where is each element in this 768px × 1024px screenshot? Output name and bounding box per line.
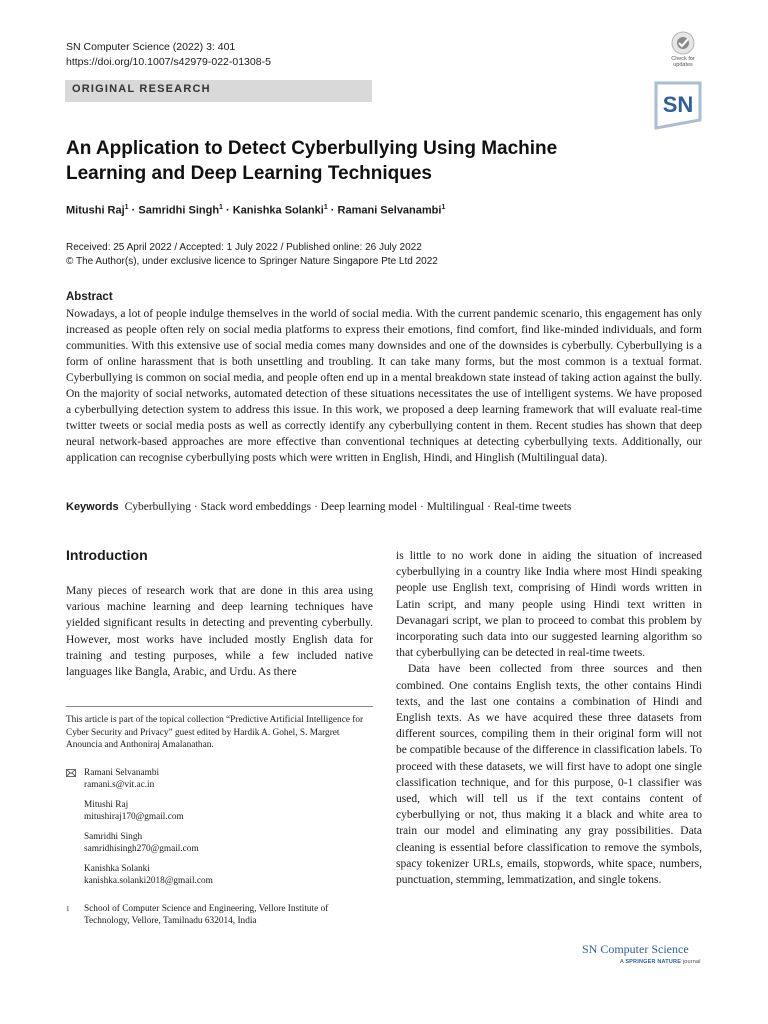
sn-logo-text: SN bbox=[662, 92, 694, 117]
contact-name: Ramani Selvanambi bbox=[84, 768, 160, 778]
author-name[interactable]: Mitushi Raj bbox=[66, 204, 125, 217]
contact-name: Kanishka Solanki bbox=[84, 864, 150, 874]
author-separator: · bbox=[327, 204, 338, 217]
contact-email[interactable]: kanishka.solanki2018@gmail.com bbox=[84, 876, 213, 887]
introduction-paragraph: Data have been collected from three sources and then combined. One contains English texts, the other contains Hindi texts, and the last one contains a combination of Hindi and English texts. As we have acquired these three datasets from different sources, compiling them in their original form will not be compatible because of the difference in classification labels. To proceed with these datasets, we will first have to adopt one single classification technique, and for this purpose, 0-1 classifier was used, which will tell us if the text contains content of cyberbullying or not, thus making it a black and white area to train our model and eliminating any gray possibilities. Data cleaning is essential before classification to remove the symbols, spacy tokenizer URLs, emails, stopwords, white space, numbers, punctuation, stemming, lemmatization, and single tokens. bbox=[396, 663, 702, 887]
publisher-prefix: A bbox=[620, 959, 624, 965]
keywords-list: Cyberbullying · Stack word embeddings · Deep learning model · Multilingual · Real-time tweets bbox=[124, 501, 572, 513]
author-name[interactable]: Ramani Selvanambi bbox=[337, 204, 442, 217]
affiliation-number: 1 bbox=[66, 905, 70, 913]
author-name[interactable]: Kanishka Solanki bbox=[232, 204, 324, 217]
mail-icon bbox=[66, 769, 76, 777]
abstract-text: Nowadays, a lot of people indulge themselves in the world of social media. With the current pandemic scenario, this engagement has only increased as people often rely on social media platforms to express their emotions, find comfort, find like-minded individuals, and form communities. With this extensive use of social media comes many downsides and one of the downsides is cyberbully. Cyberbullying is a form of online harassment that is both unsettling and troubling. It can take many forms, but the most common is a textual format. Cyberbullying is common on social media, and people often end up in a mental breakdown state instead of taking action against the bully. On the majority of social networks, automated detection of these situations necessitates the use of intelligent systems. We have proposed a cyberbullying detection system to address this issue. In this work, we proposed a deep learning framework that will evaluate real-time twitter tweets or social media posts as well as correctly identify any cyberbullying content in them. Recent studies has shown that deep neural network-based approaches are more effective than conventional techniques at detecting cyberbullying texts. Additionally, our application can recognise cyberbullying posts which were written in English, Hindi, and Hinglish (Multilingual data). bbox=[66, 308, 702, 464]
contact-email[interactable]: samridhisingh270@gmail.com bbox=[84, 844, 199, 855]
contact-name: Mitushi Raj bbox=[84, 800, 129, 810]
footnote-divider bbox=[66, 706, 373, 707]
introduction-paragraph: is little to no work done in aiding the situation of increased cyberbullying in a country like India where most Hindi speaking people use English text, comprising of Hindi words written in Latin script, and many people using Hindi text written in Devanagari script, we plan to proceed to combat this problem by incorporating such data into our suggested learning algorithm so that cyberbullying can be detected in real-time tweets. bbox=[396, 550, 702, 660]
contact-entry bbox=[84, 863, 213, 888]
contact-name: Samridhi Singh bbox=[84, 832, 143, 842]
article-title: An Application to Detect Cyberbullying Using Machine Learning and Deep Learning Techniques bbox=[66, 138, 558, 184]
contact-email[interactable]: mitushiraj170@gmail.com bbox=[84, 812, 184, 823]
copyright-line: © The Author(s), under exclusive licence to Springer Nature Singapore Pte Ltd 2022 bbox=[66, 256, 438, 267]
springer-nature-wordmark bbox=[620, 959, 701, 965]
contact-entry bbox=[84, 767, 159, 792]
topical-collection-footnote: This article is part of the topical collection “Predictive Artificial Intelligence for Cyber Security and Privacy” guest edited by Hardik A. Gohel, S. Margret Anouncia and Anthoniraj Amalanathan. bbox=[66, 715, 364, 750]
publisher-name: SPRINGER NATURE bbox=[625, 959, 682, 965]
author-affiliation: 1 bbox=[323, 204, 328, 211]
journal-citation: SN Computer Science (2022) 3: 401 bbox=[66, 41, 236, 53]
contact-entry bbox=[84, 799, 184, 824]
affiliation-text: School of Computer Science and Engineering, Vellore Institute of Technology, Vellore, Tamilnadu 632014, India bbox=[84, 904, 329, 927]
article-type-label: ORIGINAL RESEARCH bbox=[72, 83, 211, 95]
doi-link[interactable]: https://doi.org/10.1007/s42979-022-01308-5 bbox=[66, 56, 271, 68]
abstract-heading: Abstract bbox=[66, 291, 113, 303]
check-badge-line1: Check for bbox=[671, 56, 695, 62]
author-list bbox=[66, 204, 445, 217]
publisher-suffix: journal bbox=[682, 959, 701, 965]
author-separator: · bbox=[128, 204, 139, 217]
article-type-banner bbox=[65, 80, 372, 102]
keywords-label: Keywords bbox=[66, 501, 119, 513]
contact-entry bbox=[84, 831, 199, 856]
history-dates: Received: 25 April 2022 / Accepted: 1 July 2022 / Published online: 26 July 2022 bbox=[66, 242, 422, 253]
author-separator: · bbox=[222, 204, 233, 217]
keywords bbox=[66, 501, 706, 513]
journal-reference bbox=[66, 40, 271, 70]
author-name[interactable]: Samridhi Singh bbox=[138, 204, 220, 217]
author-affiliation: 1 bbox=[441, 204, 446, 211]
introduction-heading: Introduction bbox=[66, 547, 148, 563]
footer-journal-name: SN Computer Science bbox=[582, 942, 689, 956]
check-for-updates-icon[interactable] bbox=[663, 30, 703, 68]
author-affiliation: 1 bbox=[219, 204, 223, 211]
check-badge-line2: updates bbox=[673, 62, 693, 68]
introduction-left-paragraph: Many pieces of research work that are done in this area using various machine learning and deep learning techniques have yielded significant results in detecting and preventing cyberbully. However, most works have included mostly English data for training and testing purposes, while a few included native languages like Bangla, Arabic, and Urdu. As there bbox=[66, 585, 373, 679]
publication-dates bbox=[66, 241, 438, 269]
introduction-right-column bbox=[396, 548, 702, 888]
author-affiliation: 1 bbox=[124, 204, 129, 211]
sn-journal-logo bbox=[652, 80, 704, 130]
contact-email[interactable]: ramani.s@vit.ac.in bbox=[84, 780, 155, 791]
